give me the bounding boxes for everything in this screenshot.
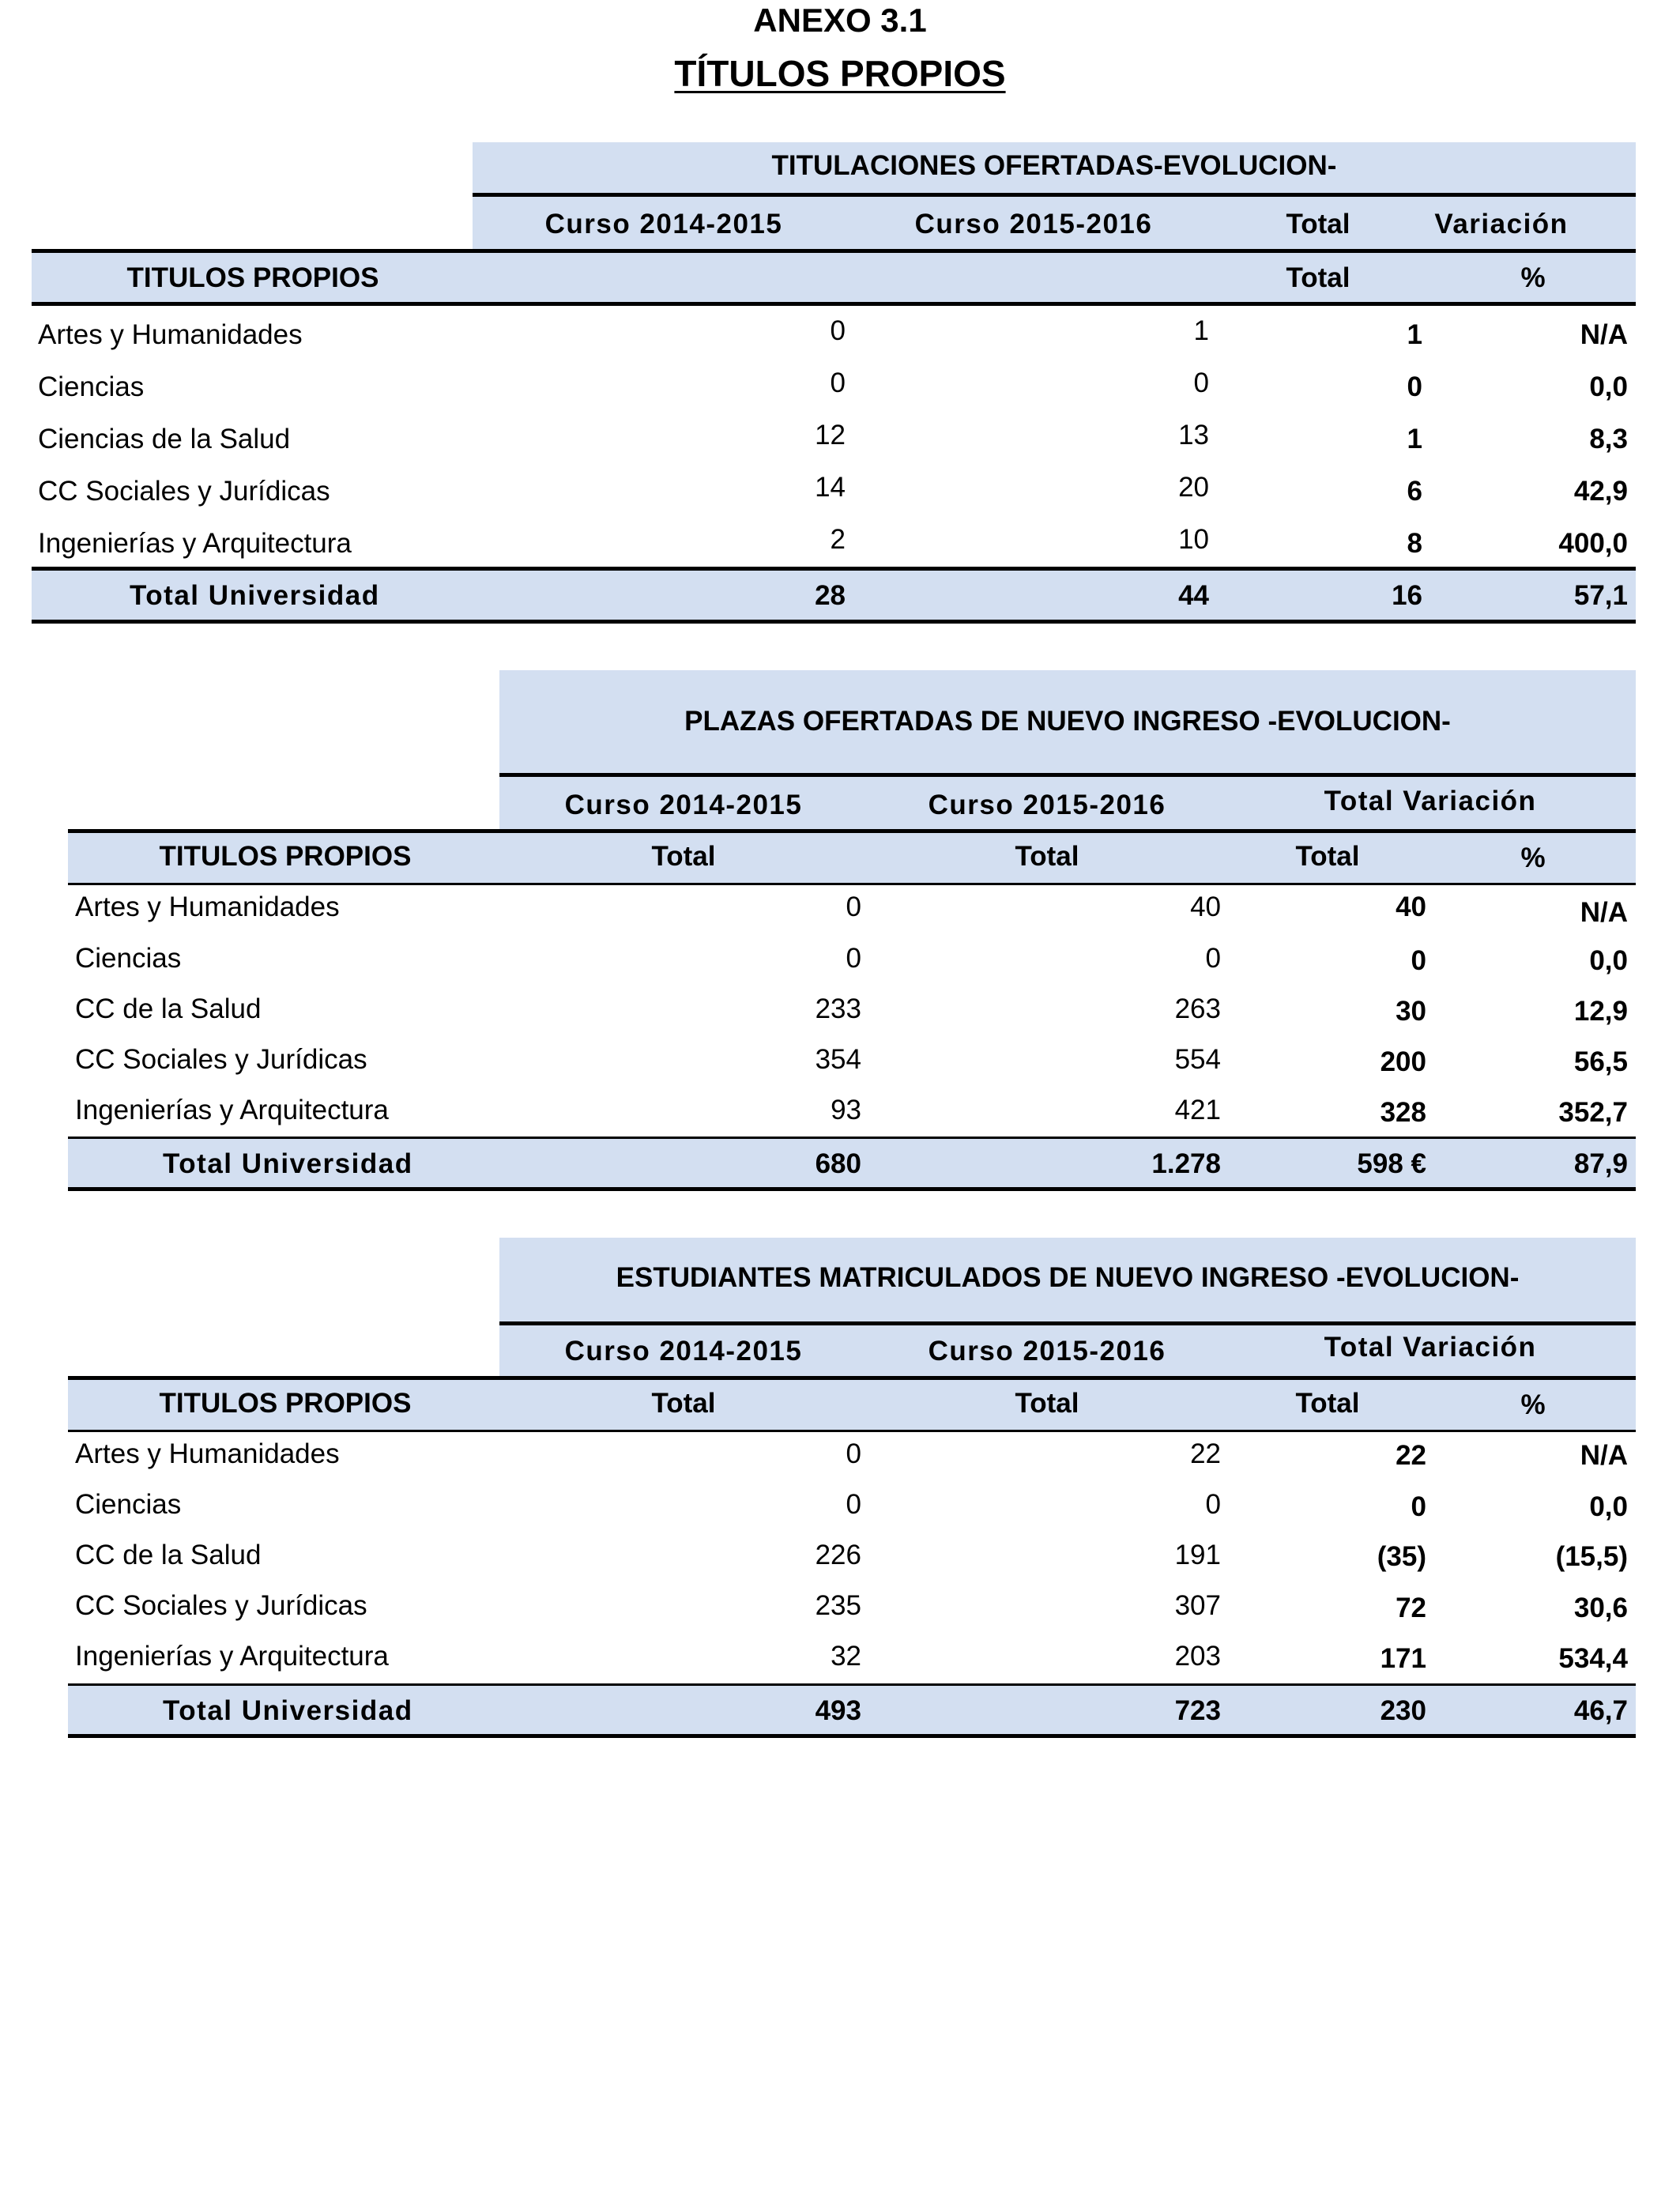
column-header-total: Total bbox=[1286, 209, 1350, 239]
total-year1: 28 bbox=[815, 580, 846, 611]
row-year2: 40 bbox=[1190, 892, 1221, 922]
row-total: 0 bbox=[1411, 945, 1426, 976]
subheader-total: Total bbox=[1295, 1388, 1360, 1419]
row-total: 171 bbox=[1380, 1643, 1426, 1674]
row-year2: 554 bbox=[1174, 1044, 1221, 1075]
row-year2: 13 bbox=[1178, 420, 1209, 450]
row-name: CC de la Salud bbox=[75, 1540, 262, 1570]
row-percent: (15,5) bbox=[1555, 1541, 1628, 1572]
subheader-total-year1: Total bbox=[651, 1388, 716, 1419]
divider bbox=[32, 302, 1636, 306]
column-header-year1: Curso 2014-2015 bbox=[544, 209, 783, 239]
row-year1: 354 bbox=[815, 1044, 861, 1075]
row-year1: 0 bbox=[830, 315, 846, 346]
column-header-year1: Curso 2014-2015 bbox=[564, 790, 803, 820]
subheader-total: Total bbox=[1286, 262, 1350, 293]
subheader-percent: % bbox=[1520, 843, 1546, 873]
divider bbox=[32, 620, 1636, 624]
row-name: Ingenierías y Arquitectura bbox=[75, 1641, 389, 1672]
row-name: Ciencias bbox=[38, 371, 145, 402]
row-name: Ingenierías y Arquitectura bbox=[38, 528, 352, 559]
row-name: CC Sociales y Jurídicas bbox=[75, 1044, 367, 1075]
row-year1: 14 bbox=[815, 472, 846, 503]
total-percent: 57,1 bbox=[1573, 580, 1628, 611]
row-percent: N/A bbox=[1580, 897, 1628, 928]
row-year2: 0 bbox=[1205, 943, 1221, 974]
row-total: 6 bbox=[1407, 476, 1422, 507]
row-total: 30 bbox=[1396, 996, 1426, 1027]
divider bbox=[68, 1187, 1636, 1191]
column-header-variation: Variación bbox=[1434, 209, 1569, 239]
row-year1: 32 bbox=[831, 1641, 861, 1672]
row-percent: 0,0 bbox=[1589, 1491, 1628, 1522]
row-year2: 22 bbox=[1190, 1438, 1221, 1469]
row-year2: 307 bbox=[1174, 1590, 1221, 1621]
table-title: PLAZAS OFERTADAS DE NUEVO INGRESO -EVOLUCION- bbox=[684, 706, 1451, 737]
row-total: 40 bbox=[1396, 892, 1426, 922]
row-percent: 0,0 bbox=[1589, 371, 1628, 402]
subheader-total-year2: Total bbox=[1015, 841, 1079, 872]
subheader-total-year2: Total bbox=[1015, 1388, 1079, 1419]
row-year2: 10 bbox=[1178, 524, 1209, 555]
subheader-total-year1: Total bbox=[651, 841, 716, 872]
row-percent: N/A bbox=[1580, 1440, 1628, 1471]
row-year1: 0 bbox=[846, 1489, 861, 1520]
row-percent: 8,3 bbox=[1589, 424, 1628, 454]
table-title: TITULACIONES OFERTADAS-EVOLUCION- bbox=[771, 150, 1337, 181]
row-name: Ciencias bbox=[75, 943, 182, 974]
row-name: Ingenierías y Arquitectura bbox=[75, 1095, 389, 1125]
row-name: Artes y Humanidades bbox=[38, 319, 303, 350]
row-percent: 56,5 bbox=[1573, 1046, 1628, 1077]
total-total: 16 bbox=[1392, 580, 1422, 611]
column-header-year1: Curso 2014-2015 bbox=[564, 1336, 803, 1367]
row-total: 22 bbox=[1396, 1440, 1426, 1471]
row-year2: 0 bbox=[1193, 368, 1209, 398]
row-percent: 0,0 bbox=[1589, 945, 1628, 976]
row-year2: 191 bbox=[1174, 1540, 1221, 1570]
row-name: CC Sociales y Jurídicas bbox=[75, 1590, 367, 1621]
page-title bbox=[0, 52, 1680, 95]
total-year1: 680 bbox=[815, 1148, 861, 1179]
row-year1: 0 bbox=[846, 1438, 861, 1469]
row-year2: 421 bbox=[1174, 1095, 1221, 1125]
row-name: Ciencias bbox=[75, 1489, 182, 1520]
row-year1: 235 bbox=[815, 1590, 861, 1621]
row-percent: 534,4 bbox=[1558, 1643, 1628, 1674]
column-header-year2: Curso 2015-2016 bbox=[928, 1336, 1166, 1367]
row-year1: 0 bbox=[830, 368, 846, 398]
total-year1: 493 bbox=[815, 1695, 861, 1726]
column-header-variation: Total Variación bbox=[1324, 1332, 1537, 1363]
row-name: Ciencias de la Salud bbox=[38, 424, 291, 454]
row-total: (35) bbox=[1377, 1541, 1426, 1572]
row-total: 1 bbox=[1407, 424, 1422, 454]
row-percent: 42,9 bbox=[1573, 476, 1628, 507]
row-percent: 12,9 bbox=[1573, 996, 1628, 1027]
row-year1: 0 bbox=[846, 943, 861, 974]
total-year2: 723 bbox=[1174, 1695, 1221, 1726]
row-total: 1 bbox=[1407, 319, 1422, 350]
divider bbox=[68, 1430, 1636, 1432]
row-total: 0 bbox=[1407, 371, 1422, 402]
row-total: 328 bbox=[1380, 1097, 1426, 1128]
row-total: 8 bbox=[1407, 528, 1422, 559]
row-year2: 20 bbox=[1178, 472, 1209, 503]
row-year1: 12 bbox=[815, 420, 846, 450]
subheader-percent: % bbox=[1520, 1389, 1546, 1420]
row-year1: 93 bbox=[831, 1095, 861, 1125]
row-total: 200 bbox=[1380, 1046, 1426, 1077]
row-year2: 1 bbox=[1193, 315, 1209, 346]
row-name: CC de la Salud bbox=[75, 993, 262, 1024]
row-name: Artes y Humanidades bbox=[75, 892, 340, 922]
total-year2: 1.278 bbox=[1151, 1148, 1221, 1179]
row-percent: N/A bbox=[1580, 319, 1628, 350]
row-total: 72 bbox=[1396, 1593, 1426, 1623]
total-percent: 46,7 bbox=[1573, 1695, 1628, 1726]
total-label: Total Universidad bbox=[163, 1148, 413, 1179]
row-total: 0 bbox=[1411, 1491, 1426, 1522]
divider bbox=[68, 883, 1636, 885]
subheader-total: Total bbox=[1295, 841, 1360, 872]
row-percent: 400,0 bbox=[1558, 528, 1628, 559]
page-title-text: TÍTULOS PROPIOS bbox=[674, 53, 1006, 94]
row-header-label: TITULOS PROPIOS bbox=[126, 262, 379, 293]
row-percent: 30,6 bbox=[1573, 1593, 1628, 1623]
subheader-percent: % bbox=[1520, 262, 1546, 293]
row-name: Artes y Humanidades bbox=[75, 1438, 340, 1469]
column-header-variation: Total Variación bbox=[1324, 786, 1537, 816]
total-label: Total Universidad bbox=[130, 580, 380, 611]
row-header-label: TITULOS PROPIOS bbox=[159, 1388, 412, 1419]
row-year1: 2 bbox=[830, 524, 846, 555]
divider bbox=[68, 1734, 1636, 1738]
total-label: Total Universidad bbox=[163, 1695, 413, 1726]
column-header-year2: Curso 2015-2016 bbox=[914, 209, 1153, 239]
row-percent: 352,7 bbox=[1558, 1097, 1628, 1128]
row-year2: 203 bbox=[1174, 1641, 1221, 1672]
row-year1: 233 bbox=[815, 993, 861, 1024]
row-name: CC Sociales y Jurídicas bbox=[38, 476, 330, 507]
table-title: ESTUDIANTES MATRICULADOS DE NUEVO INGRESO -EVOLUCION- bbox=[616, 1262, 1520, 1293]
annex-label: ANEXO 3.1 bbox=[753, 2, 927, 39]
row-year2: 0 bbox=[1205, 1489, 1221, 1520]
row-year1: 0 bbox=[846, 892, 861, 922]
total-total: 598 € bbox=[1357, 1148, 1426, 1179]
row-year2: 263 bbox=[1174, 993, 1221, 1024]
total-percent: 87,9 bbox=[1573, 1148, 1628, 1179]
row-header-label: TITULOS PROPIOS bbox=[159, 841, 412, 872]
row-year1: 226 bbox=[815, 1540, 861, 1570]
total-total: 230 bbox=[1380, 1695, 1426, 1726]
column-header-year2: Curso 2015-2016 bbox=[928, 790, 1166, 820]
total-year2: 44 bbox=[1178, 580, 1209, 611]
